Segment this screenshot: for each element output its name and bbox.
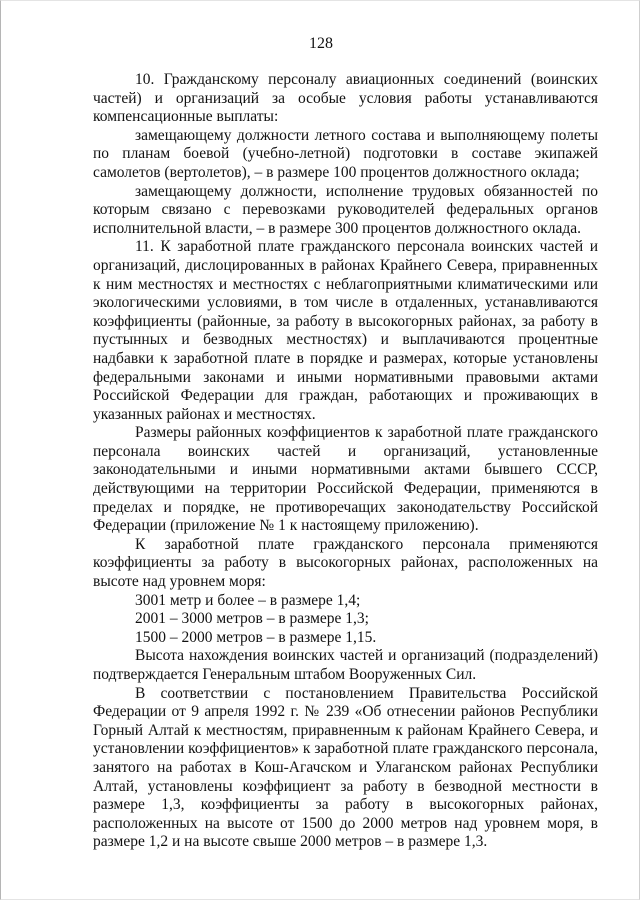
- paragraph-highland-coefficients: К заработной плате гражданского персонала применяются коэффициенты за работу в высокогорных районах, расположенных на высоте над уровнем моря:: [93, 535, 598, 591]
- page-number: 128: [309, 35, 333, 52]
- paragraph-regional-coefficients: Размеры районных коэффициентов к заработной плате гражданского персонала воинских частей и организаций, установленные законодательными и иными нормативными актами бывшего СССР, действующими на территории Российской Федерации, применяются в пределах и порядке, не противоречащих законодательству Российской Федерации (приложение № 1 к настоящему приложению).: [93, 424, 598, 535]
- paragraph-transport-staff: замещающему должности, исполнение трудовых обязанностей по которым связано с перевозками руководителей федеральных органов исполнительной власти, – в размере 300 процентов должностного оклада.: [93, 182, 598, 237]
- list-item-3001: 3001 метр и более – в размере 1,4;: [135, 591, 361, 609]
- paragraph-10: 10. Гражданскому персоналу авиационных соединений (воинских частей) и организаций за особые условия работы устанавливаются компенсационные выплаты:: [93, 71, 598, 126]
- paragraph-flight-staff: замещающему должности летного состава и выполняющему полеты по планам боевой (учебно-летной) подготовки в составе экипажей самолетов (вертолетов), – в размере 100 процентов должностного оклада;: [93, 126, 598, 181]
- list-item-2001: 2001 – 3000 метров – в размере 1,3;: [135, 610, 369, 628]
- list-item-1500: 1500 – 2000 метров – в размере 1,15.: [135, 628, 377, 646]
- paragraph-11: 11. К заработной плате гражданского персонала воинских частей и организаций, дислоцированных в районах Крайнего Севера, приравненных к ним местностях и местностях с неблагоприятными климатическими или экологическими условиями, в том числе в отдаленных, устанавливаются коэффициенты (районные, за работу в высокогорных районах, за работу в пустынных и безводных местностях) и выплачиваются процентные надбавки к заработной плате в порядке и размерах, которые установлены федеральными законами и иными нормативными правовыми актами Российской Федерации для граждан, работающих и проживающих в указанных районах и местностях.: [93, 238, 598, 423]
- document-body: [93, 71, 598, 852]
- paragraph-resolution-239: В соответствии с постановлением Правительства Российской Федерации от 9 апреля 1992 г. № 239 «Об отнесении районов Республики Горный Алтай к местностям, приравненным к районам Крайнего Севера, и установлении коэффициентов» к заработной плате гражданского персонала, занятого на работах в Кош-Агачском и Улаганском районах Республики Алтай, установлены коэффициент за работу в безводной местности в размере 1,3, коэффициенты за работу в высокогорных районах, расположенных на высоте от 1500 до 2000 метров над уровнем моря, в размере 1,2 и на высоте свыше 2000 метров – в размере 1,3.: [93, 684, 598, 851]
- paragraph-altitude-confirmation: Высота нахождения воинских частей и организаций (подразделений) подтверждается Генеральным штабом Вооруженных Сил.: [93, 647, 598, 683]
